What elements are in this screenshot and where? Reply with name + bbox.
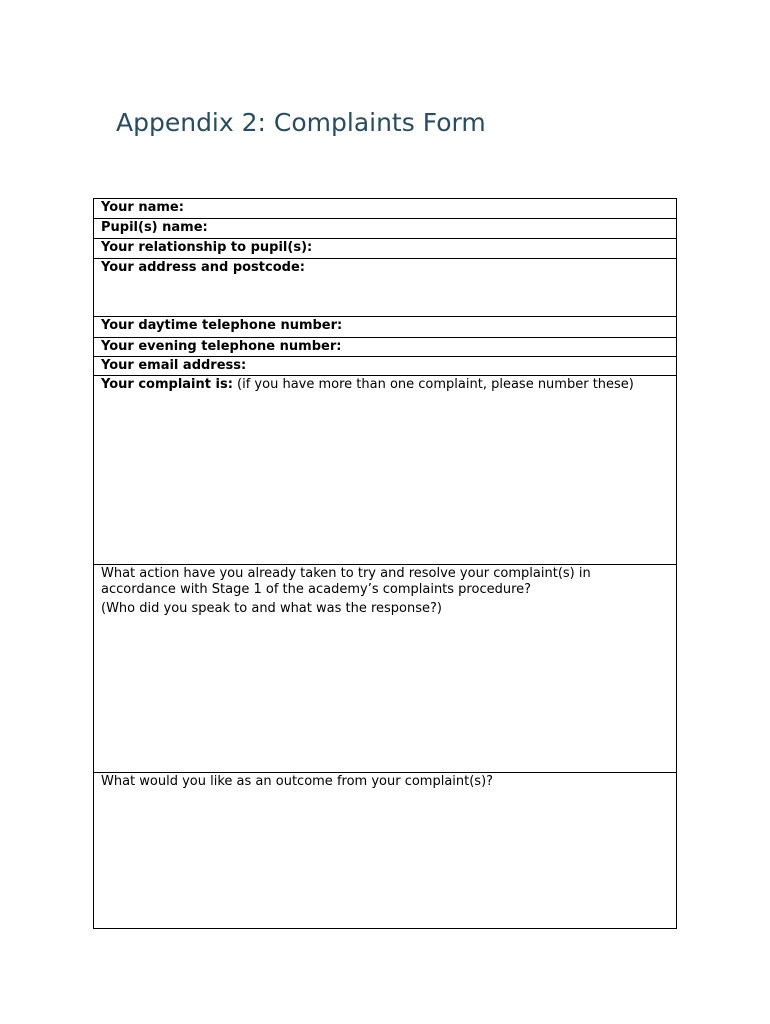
form-row-evening-phone — [94, 337, 677, 356]
complaint-note: (if you have more than one complaint, please number these) — [232, 376, 634, 392]
form-row-pupil-name — [94, 219, 677, 239]
complaint-prompt — [101, 377, 669, 393]
form-row-daytime-phone — [94, 317, 677, 337]
form-row-address — [94, 259, 677, 317]
complaints-form-table — [93, 198, 677, 929]
daytime-phone-label: Your daytime telephone number: — [101, 318, 343, 334]
your-name-field[interactable] — [94, 199, 677, 219]
evening-phone-field[interactable] — [94, 337, 677, 356]
action-note: (Who did you speak to and what was the response?) — [101, 601, 442, 617]
page-title: Appendix 2: Complaints Form — [116, 108, 486, 137]
address-label: Your address and postcode: — [101, 260, 305, 276]
outcome-field[interactable] — [94, 773, 677, 929]
your-name-label: Your name: — [101, 200, 184, 215]
address-field[interactable] — [94, 259, 677, 317]
form-row-relationship — [94, 239, 677, 259]
pupil-name-label: Pupil(s) name: — [101, 220, 208, 236]
action-taken-field[interactable] — [94, 565, 677, 773]
form-row-outcome — [94, 773, 677, 929]
form-row-your-name — [94, 199, 677, 219]
outcome-question: What would you like as an outcome from your complaint(s)? — [101, 774, 494, 790]
form-row-action-taken — [94, 565, 677, 773]
action-question: What action have you already taken to try and resolve your complaint(s) in accordance with Stage 1 of the academy’s complaints procedure? — [101, 566, 591, 598]
pupil-name-field[interactable] — [94, 219, 677, 239]
email-field[interactable] — [94, 356, 677, 375]
form-row-complaint — [94, 375, 677, 565]
complaint-field[interactable] — [94, 375, 677, 565]
complaint-label: Your complaint is: — [101, 376, 233, 392]
relationship-label: Your relationship to pupil(s): — [101, 240, 313, 256]
daytime-phone-field[interactable] — [94, 317, 677, 337]
relationship-field[interactable] — [94, 239, 677, 259]
evening-phone-label: Your evening telephone number: — [101, 338, 342, 354]
email-label: Your email address: — [101, 357, 247, 373]
form-row-email — [94, 356, 677, 375]
